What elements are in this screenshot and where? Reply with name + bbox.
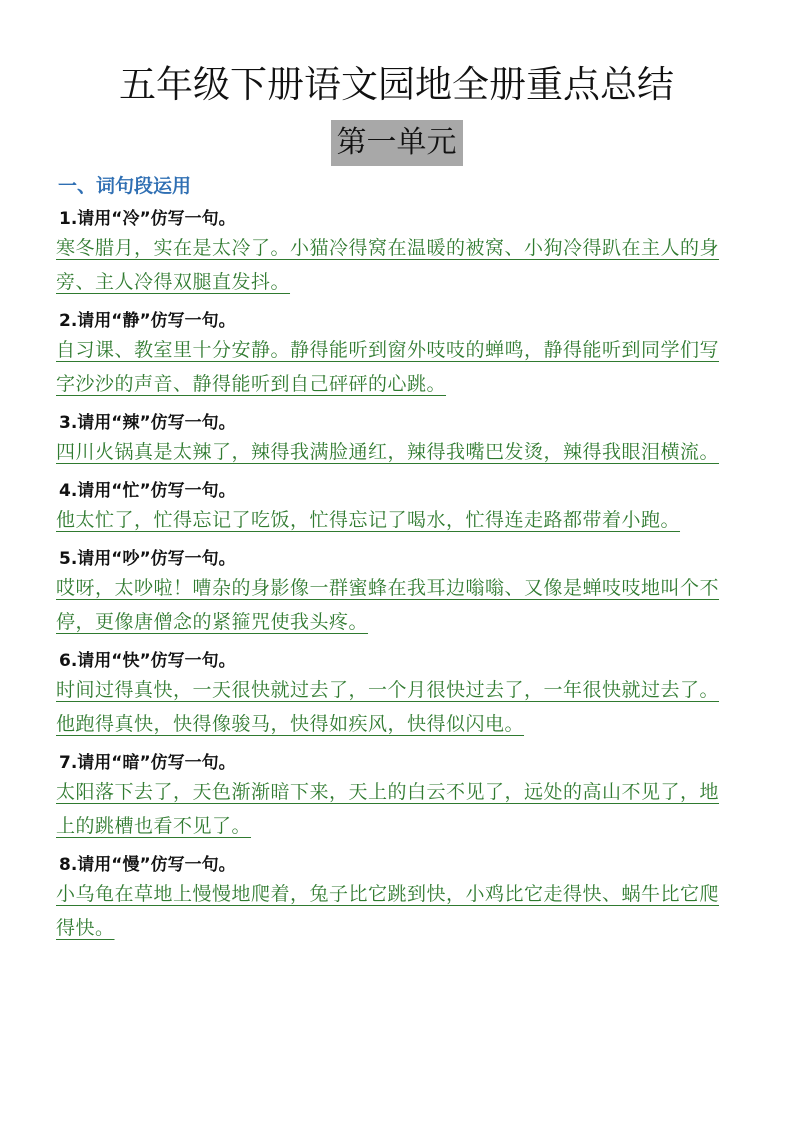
exercise-list [56,207,736,945]
answer-5-text: 哎呀，太吵啦！嘈杂的身影像一群蜜蜂在我耳边嗡嗡、又像是蝉吱吱地叫个不停，更像唐僧念的紧箍咒使我头疼。 [56,577,720,633]
answer-6b [56,707,736,741]
answer-7 [56,775,736,843]
answer-8-text: 小乌龟在草地上慢慢地爬着，兔子比它跳到快，小鸡比它走得快、蜗牛比它爬得快。 [56,883,720,939]
answer-3 [56,435,736,469]
question-4: 4.请用“忙”仿写一句。 [59,481,236,501]
question-5: 5.请用“吵”仿写一句。 [59,549,236,569]
answer-8 [56,877,736,945]
answer-3-text: 四川火锅真是太辣了，辣得我满脸通红，辣得我嘴巴发烫，辣得我眼泪横流。 [56,441,720,463]
question-6: 6.请用“快”仿写一句。 [59,651,236,671]
answer-5 [56,571,736,639]
question-2: 2.请用“静”仿写一句。 [59,311,236,331]
answer-1-text: 寒冬腊月，实在是太冷了。小猫冷得窝在温暖的被窝、小狗冷得趴在主人的身旁、主人冷得双腿直发抖。 [56,237,720,293]
section-heading: 一、词句段运用 [58,175,192,197]
unit-heading-wrap [0,120,793,166]
unit-heading: 第一单元 [331,120,463,166]
answer-6b-text: 他跑得真快，快得像骏马，快得如疾风，快得似闪电。 [56,713,525,735]
answer-4 [56,503,736,537]
answer-6a-text: 时间过得真快，一天很快就过去了，一个月很快过去了，一年很快就过去了。 [56,679,720,701]
question-1: 1.请用“冷”仿写一句。 [59,209,236,229]
question-8: 8.请用“慢”仿写一句。 [59,855,236,875]
answer-2 [56,333,736,401]
question-3: 3.请用“辣”仿写一句。 [59,413,236,433]
answer-1 [56,231,736,299]
answer-4-text: 他太忙了，忙得忘记了吃饭，忙得忘记了喝水，忙得连走路都带着小跑。 [56,509,681,531]
question-7: 7.请用“暗”仿写一句。 [59,753,236,773]
answer-6a [56,673,736,707]
answer-7-text: 太阳落下去了，天色渐渐暗下来，天上的白云不见了，远处的高山不见了，地上的跳槽也看不见了。 [56,781,720,837]
answer-2-text: 自习课、教室里十分安静。静得能听到窗外吱吱的蝉鸣，静得能听到同学们写字沙沙的声音、静得能听到自己砰砰的心跳。 [56,339,720,395]
document-title: 五年级下册语文园地全册重点总结 [119,63,674,106]
